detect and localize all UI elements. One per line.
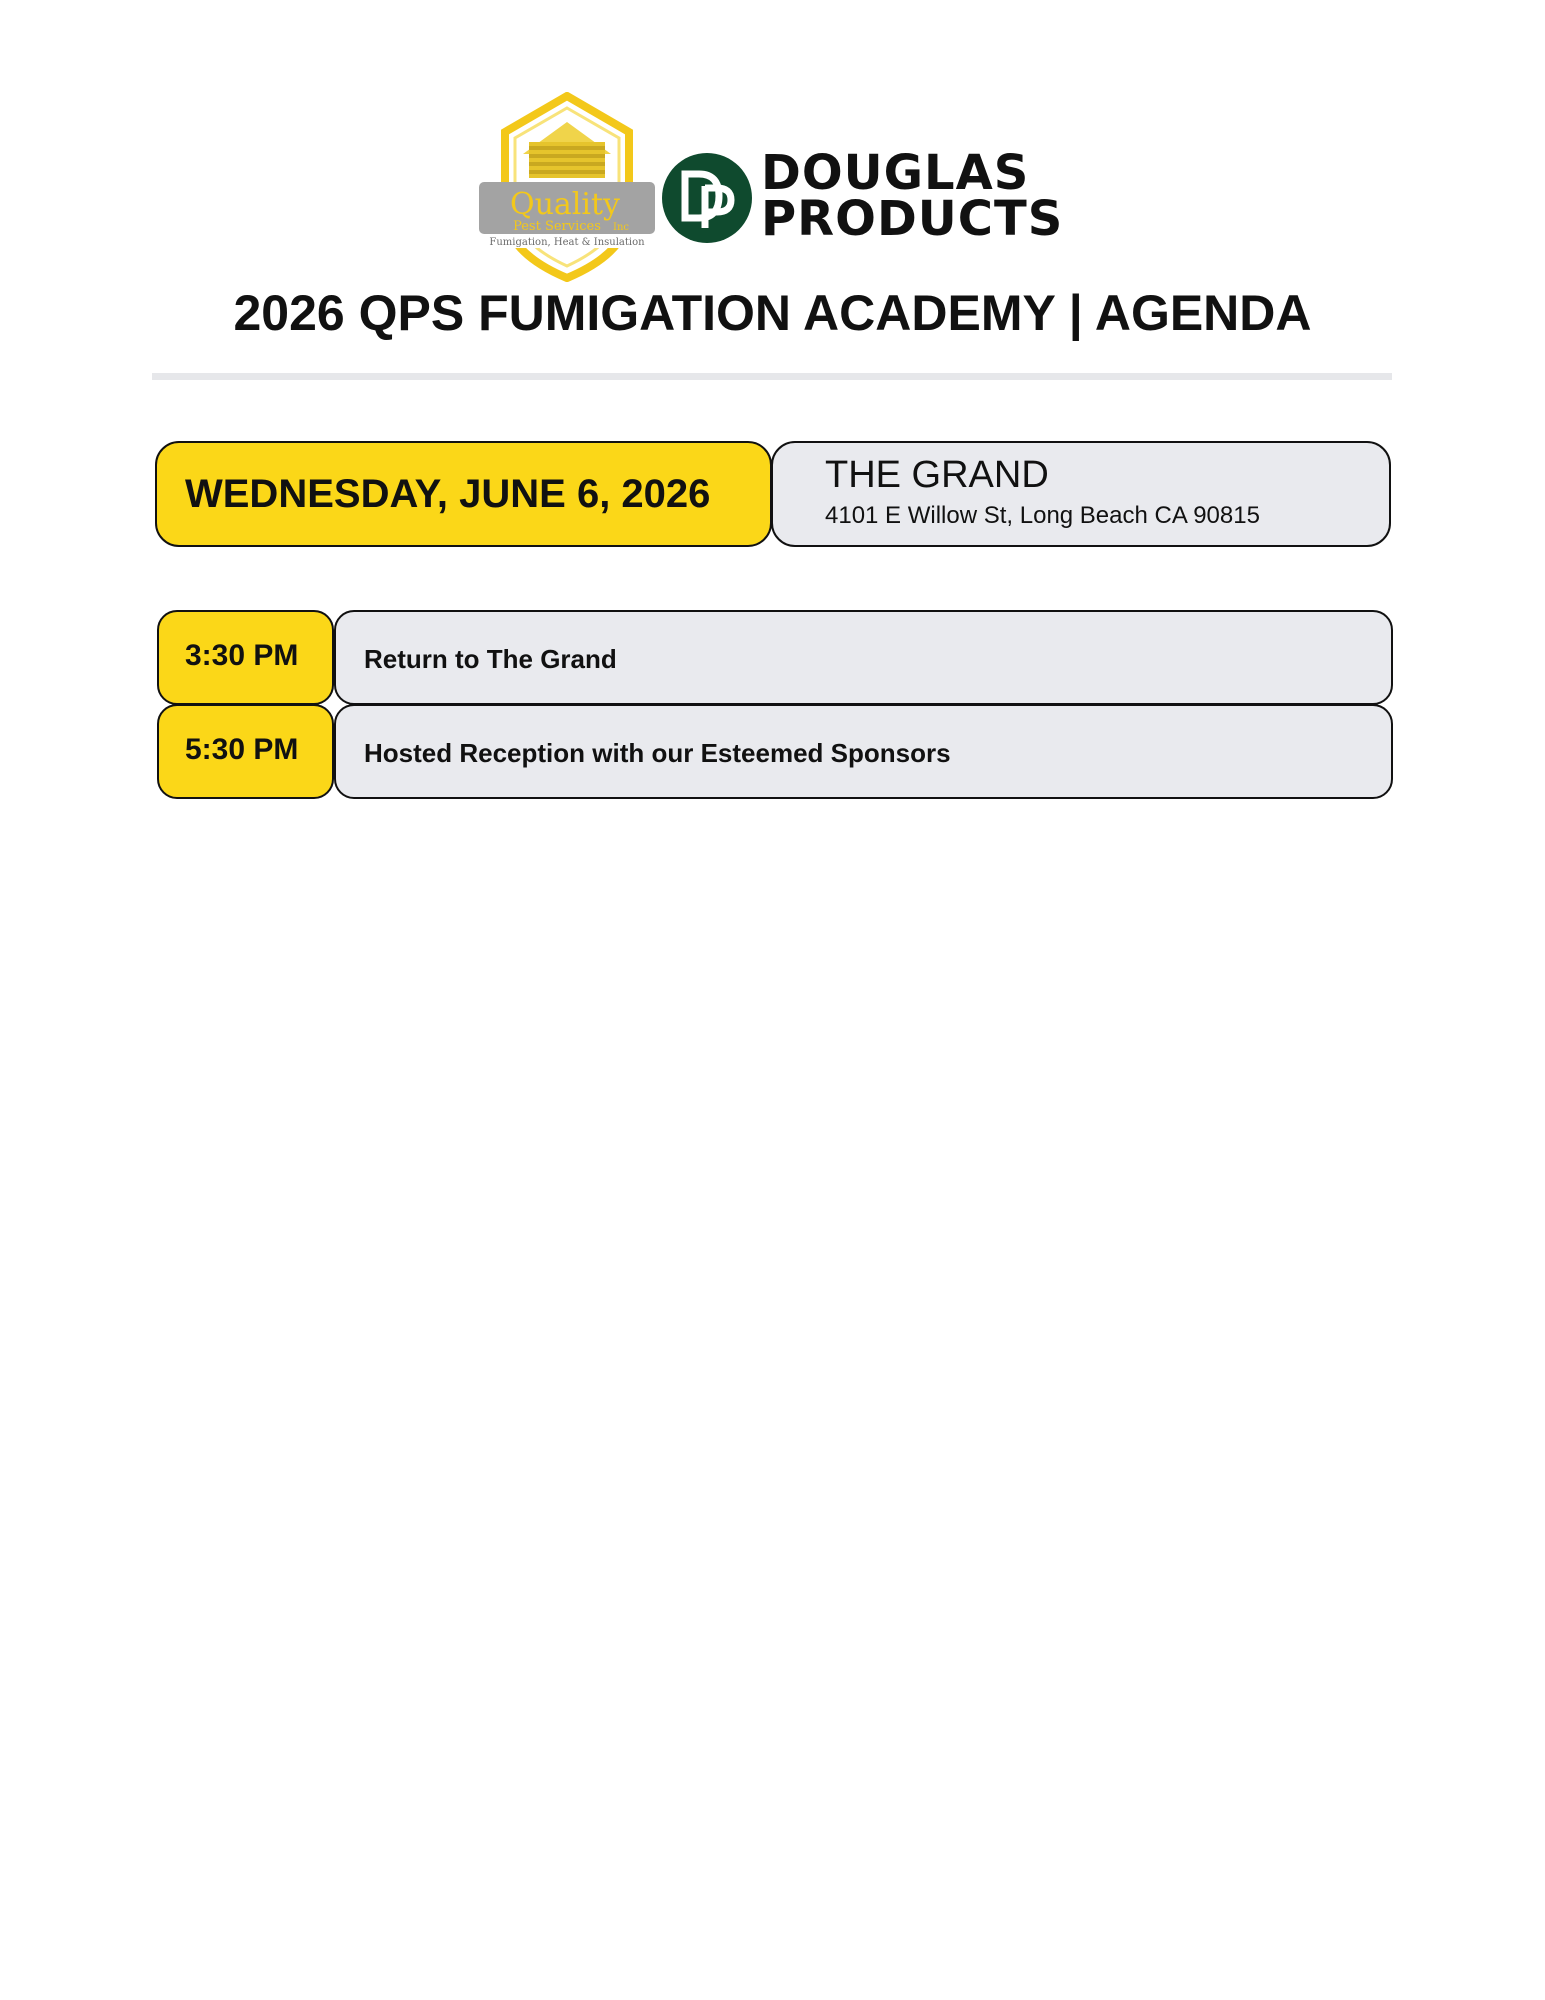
agenda-description-box bbox=[334, 610, 1393, 705]
agenda-description: Return to The Grand bbox=[364, 644, 617, 674]
douglas-wordmark-line1: DOUGLAS bbox=[761, 145, 1030, 201]
venue-box bbox=[771, 441, 1391, 547]
agenda-item bbox=[157, 610, 1393, 704]
agenda-time: 5:30 PM bbox=[185, 733, 299, 766]
qps-logo-tagline: Fumigation, Heat & Insulation bbox=[489, 237, 645, 248]
page-title: 2026 QPS FUMIGATION ACADEMY | AGENDA bbox=[233, 285, 1312, 341]
quality-pest-services-logo bbox=[479, 92, 655, 282]
qps-logo-name: Quality bbox=[510, 187, 620, 222]
douglas-wordmark-line2: PRODUCTS bbox=[761, 191, 1064, 247]
event-date-box bbox=[155, 441, 772, 547]
agenda-item bbox=[157, 704, 1393, 798]
douglas-products-wordmark bbox=[761, 145, 1064, 247]
event-date: WEDNESDAY, JUNE 6, 2026 bbox=[185, 472, 711, 516]
venue-address: 4101 E Willow St, Long Beach CA 90815 bbox=[825, 502, 1260, 529]
qps-logo-subname: Pest Services bbox=[513, 219, 601, 234]
agenda-time-box bbox=[157, 610, 334, 705]
agenda-time-box bbox=[157, 704, 334, 799]
agenda-description: Hosted Reception with our Esteemed Sponsors bbox=[364, 738, 951, 768]
title-divider bbox=[152, 373, 1392, 380]
agenda-time: 3:30 PM bbox=[185, 639, 299, 672]
douglas-products-logo bbox=[661, 145, 1071, 247]
agenda-description-box bbox=[334, 704, 1393, 799]
qps-logo-suffix: Inc bbox=[613, 222, 629, 233]
venue-name: THE GRAND bbox=[825, 454, 1049, 496]
dp-monogram-icon bbox=[661, 152, 753, 244]
agenda-list bbox=[157, 610, 1393, 798]
